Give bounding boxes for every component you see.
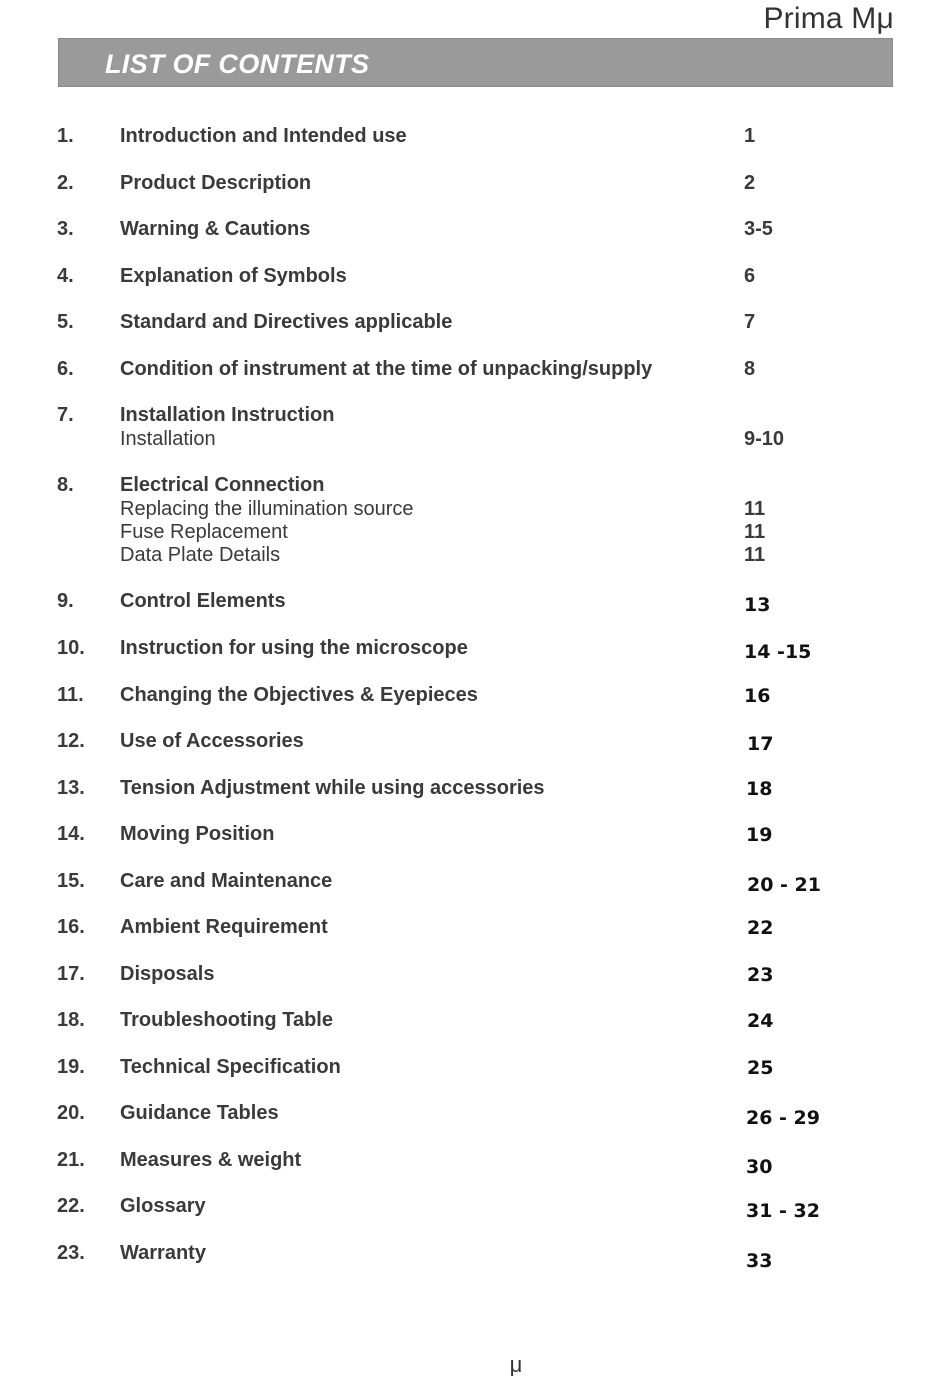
entry-title: Product Description xyxy=(120,172,312,194)
entry-number: 3. xyxy=(57,218,74,240)
entry-number: 21. xyxy=(57,1149,85,1171)
entry-page: 31 - 32 xyxy=(746,1200,820,1222)
entry-page: 3-5 xyxy=(744,218,773,240)
entry-title: Explanation of Symbols xyxy=(120,265,347,287)
header-banner xyxy=(58,38,893,87)
entry-title: Control Elements xyxy=(120,590,286,612)
subentry-page: 11 xyxy=(744,521,766,543)
entry-page: 16 xyxy=(744,685,771,707)
entry-page: 19 xyxy=(746,824,773,846)
entry-title: Measures & weight xyxy=(120,1149,302,1171)
entry-number: 12. xyxy=(57,730,85,752)
entry-title: Care and Maintenance xyxy=(120,870,333,892)
entry-number: 8. xyxy=(57,474,74,496)
entry-page: 18 xyxy=(746,778,773,800)
entry-page: 20 - 21 xyxy=(747,874,821,896)
subentry-page: 9-10 xyxy=(744,428,785,450)
entry-title: Introduction and Intended use xyxy=(120,125,407,147)
entry-title: Standard and Directives applicable xyxy=(120,311,453,333)
entry-title: Moving Position xyxy=(120,823,275,845)
entry-title: Changing the Objectives & Eyepieces xyxy=(120,684,478,706)
entry-number: 19. xyxy=(57,1056,85,1078)
entry-page: 30 xyxy=(746,1156,773,1178)
entry-page: 7 xyxy=(744,311,756,333)
entry-title: Glossary xyxy=(120,1195,206,1217)
entry-page: 6 xyxy=(744,265,756,287)
entry-page: 24 xyxy=(747,1010,774,1032)
entry-number: 13. xyxy=(57,777,85,799)
entry-page: 1 xyxy=(744,125,756,147)
entry-title: Condition of instrument at the time of unpacking/supply xyxy=(120,358,653,380)
entry-number: 1. xyxy=(57,125,74,147)
entry-number: 23. xyxy=(57,1242,85,1264)
entry-page: 25 xyxy=(747,1057,774,1079)
entry-number: 22. xyxy=(57,1195,85,1217)
entry-number: 11. xyxy=(57,684,84,706)
page-title: LIST OF CONTENTS xyxy=(105,49,370,79)
entry-number: 20. xyxy=(57,1102,85,1124)
entry-number: 14. xyxy=(57,823,85,845)
entry-title: Warning & Cautions xyxy=(120,218,311,240)
entry-page: 23 xyxy=(747,964,774,986)
entry-number: 5. xyxy=(57,311,74,333)
entry-title: Warranty xyxy=(120,1242,206,1264)
entry-title: Installation Instruction xyxy=(120,404,335,426)
entry-number: 10. xyxy=(57,637,85,659)
brand-logo-text: Prima Mμ xyxy=(763,2,894,35)
page-number-mark: μ xyxy=(509,1352,523,1377)
entry-title: Tension Adjustment while using accessories xyxy=(120,777,545,799)
entry-page: 17 xyxy=(747,733,774,755)
entry-number: 15. xyxy=(57,870,85,892)
subentry-title: Data Plate Details xyxy=(120,544,281,566)
entry-title: Troubleshooting Table xyxy=(120,1009,333,1031)
entry-number: 16. xyxy=(57,916,85,938)
entry-number: 18. xyxy=(57,1009,85,1031)
entry-page: 2 xyxy=(744,172,756,194)
subentry-page: 11 xyxy=(744,544,766,566)
entry-title: Guidance Tables xyxy=(120,1102,279,1124)
entry-title: Disposals xyxy=(120,963,215,985)
entry-title: Use of Accessories xyxy=(120,730,304,752)
entry-page: 8 xyxy=(744,358,756,380)
entry-title: Technical Specification xyxy=(120,1056,341,1078)
entry-page: 14 -15 xyxy=(744,641,812,663)
entry-page: 22 xyxy=(747,917,774,939)
entry-number: 17. xyxy=(57,963,85,985)
subentry-title: Fuse Replacement xyxy=(120,521,288,543)
entry-number: 2. xyxy=(57,172,74,194)
entry-title: Electrical Connection xyxy=(120,474,325,496)
entry-title: Ambient Requirement xyxy=(120,916,328,938)
entry-number: 4. xyxy=(57,265,74,287)
entry-number: 9. xyxy=(57,590,74,612)
subentry-page: 11 xyxy=(744,498,766,520)
entry-title: Instruction for using the microscope xyxy=(120,637,468,659)
subentry-title: Replacing the illumination source xyxy=(120,498,414,520)
entry-number: 6. xyxy=(57,358,74,380)
entry-page: 13 xyxy=(744,594,771,616)
entry-number: 7. xyxy=(57,404,74,426)
entry-page: 33 xyxy=(746,1250,773,1272)
entry-page: 26 - 29 xyxy=(746,1107,820,1129)
subentry-title: Installation xyxy=(120,428,216,450)
